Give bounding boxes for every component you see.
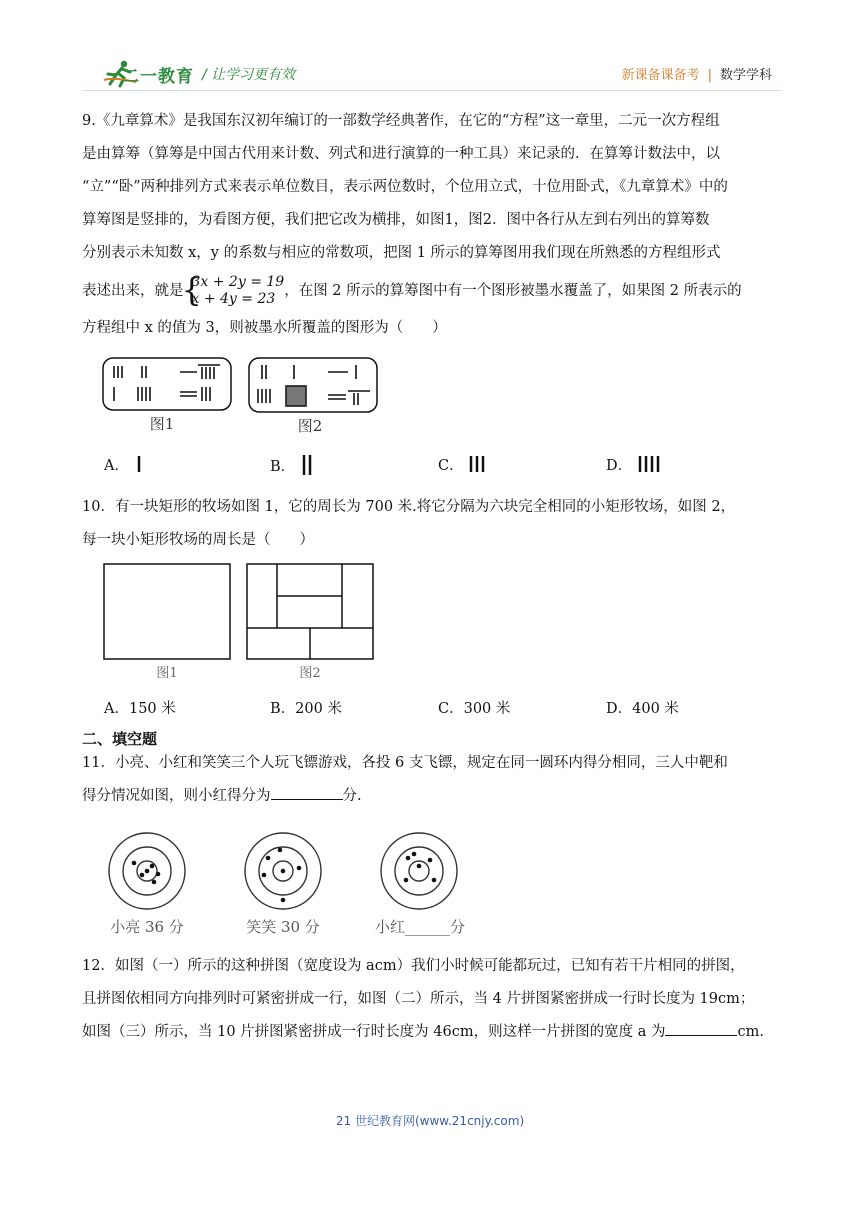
q12-text: 如图（三）所示，当 10 片拼图紧密拼成一行时长度为 46cm，则这样一片拼图的宽度 a 为 bbox=[82, 1024, 666, 1040]
pasture-figure-1 bbox=[103, 563, 231, 661]
question-9 bbox=[82, 105, 782, 345]
q9-option-c[interactable] bbox=[438, 454, 486, 475]
answer-blank[interactable] bbox=[665, 1021, 737, 1036]
section-title: 二、填空题 bbox=[82, 730, 158, 748]
q12-line: 12．如图（一）所示的这种拼图（宽度设为 acm）我们小时候可能都玩过，已知有若干片相同的拼图， bbox=[82, 958, 745, 974]
header-subject: 数学学科 bbox=[719, 68, 772, 83]
counting-rod-figure-1 bbox=[102, 357, 232, 411]
q9-equation-trail: ，在图 2 所示的算筹图中有一个图形被墨水覆盖了，如果图 2 所表示的 bbox=[284, 283, 742, 299]
q9-line: 9.《九章算术》是我国东汉初年编订的一部数学经典著作，在它的“方程”这一章里，二元一次方程组 bbox=[82, 113, 720, 129]
figure-2-caption: 图2 bbox=[297, 417, 323, 435]
question-12 bbox=[82, 950, 782, 1049]
header-course: 新课备课备考 bbox=[621, 68, 700, 83]
option-label: C． bbox=[438, 458, 464, 474]
header-slogan: / 让学习更有效 bbox=[202, 67, 296, 83]
page-header bbox=[82, 52, 782, 92]
dartboard-xiaohong bbox=[378, 830, 460, 912]
q10-line: 10．有一块矩形的牧场如图 1，它的周长为 700 米.将它分隔为六块完全相同的小矩形牧场，如图 2， bbox=[82, 499, 736, 515]
counting-rod-figure-2 bbox=[248, 357, 378, 413]
pasture-figure-2-caption: 图2 bbox=[299, 666, 321, 681]
dartboard-caption: 笑笑 30 分 bbox=[246, 918, 320, 936]
equation-1: { 3x + 2y = 19 bbox=[191, 274, 285, 290]
q9-line: 方程组中 x 的值为 3，则被墨水所覆盖的图形为（ ） bbox=[82, 320, 447, 336]
header-separator: | bbox=[707, 68, 712, 83]
question-11 bbox=[82, 747, 782, 813]
figure-1-caption: 图1 bbox=[149, 415, 175, 433]
q12-text-end: cm. bbox=[737, 1024, 764, 1040]
q10-option-d[interactable]: D．400 米 bbox=[606, 701, 679, 717]
q9-option-d[interactable] bbox=[606, 454, 661, 475]
q11-text-end: 分. bbox=[342, 788, 362, 804]
dartboard-xiaoliang bbox=[106, 830, 188, 912]
q11-line-2 bbox=[82, 780, 782, 813]
q9-line: 是由算筹（算筹是中国古代用来计数、列式和进行演算的一种工具）来记录的．在算筹计数法中，以 bbox=[82, 146, 720, 162]
q9-equation-lead: 表述出来，就是 bbox=[82, 283, 184, 299]
option-label: A． bbox=[104, 458, 129, 474]
q9-line: “立”“卧”两种排列方式来表示单位数目，表示两位数时，个位用立式，十位用卧式，《九章算术》中的 bbox=[82, 179, 728, 195]
pasture-figure-1-caption: 图1 bbox=[156, 666, 178, 681]
ink-covered-square bbox=[286, 386, 306, 406]
q9-option-b[interactable] bbox=[270, 454, 314, 476]
logo-text: 二一教育 bbox=[122, 67, 194, 87]
rod-1-icon bbox=[134, 454, 144, 474]
q10-option-a[interactable]: A．150 米 bbox=[104, 701, 176, 717]
equation-2: x + 4y = 23 bbox=[191, 291, 276, 307]
rod-3-icon bbox=[468, 454, 486, 474]
q9-option-a[interactable] bbox=[104, 454, 144, 475]
option-label: D． bbox=[606, 458, 633, 474]
option-label: B． bbox=[270, 459, 296, 475]
q9-line: 分别表示未知数 x，y 的系数与相应的常数项，把图 1 所示的算筹图用我们现在所熟悉的方程组形式 bbox=[82, 245, 721, 261]
page-footer: 21 世纪教育网(www.21cnjy.com) bbox=[335, 1114, 525, 1128]
header-divider bbox=[82, 90, 782, 91]
q9-line: 算筹图是竖排的，为看图方便，我们把它改为横排，如图1，图2．图中各行从左到右列出的算筹数 bbox=[82, 212, 710, 228]
q11-line: 11．小亮、小红和笑笑三个人玩飞镖游戏，各投 6 支飞镖，规定在同一圆环内得分相同，三人中靶和 bbox=[82, 755, 728, 771]
answer-blank[interactable] bbox=[271, 785, 343, 800]
q12-line-3 bbox=[82, 1016, 782, 1049]
q10-option-b[interactable]: B．200 米 bbox=[270, 701, 342, 717]
header-right bbox=[622, 64, 772, 83]
dartboard-caption: 小红______分 bbox=[374, 918, 465, 936]
q10-option-c[interactable]: C．300 米 bbox=[438, 701, 511, 717]
dartboard-caption: 小亮 36 分 bbox=[110, 918, 184, 936]
pasture-figure-2 bbox=[246, 563, 374, 661]
q11-text: 得分情况如图，则小红得分为 bbox=[82, 788, 271, 804]
q9-line-equation bbox=[82, 270, 782, 312]
equation-system bbox=[184, 274, 285, 308]
question-10 bbox=[82, 491, 782, 557]
q12-line: 且拼图依相同方向排列时可紧密拼成一行，如图（二）所示，当 4 片拼图紧密拼成一行时长度为 19cm； bbox=[82, 991, 755, 1007]
rod-4-icon bbox=[637, 454, 661, 474]
q10-line: 每一块小矩形牧场的周长是（ ） bbox=[82, 532, 314, 548]
rod-2-icon bbox=[300, 454, 314, 476]
dartboard-xiaoxiao bbox=[242, 830, 324, 912]
